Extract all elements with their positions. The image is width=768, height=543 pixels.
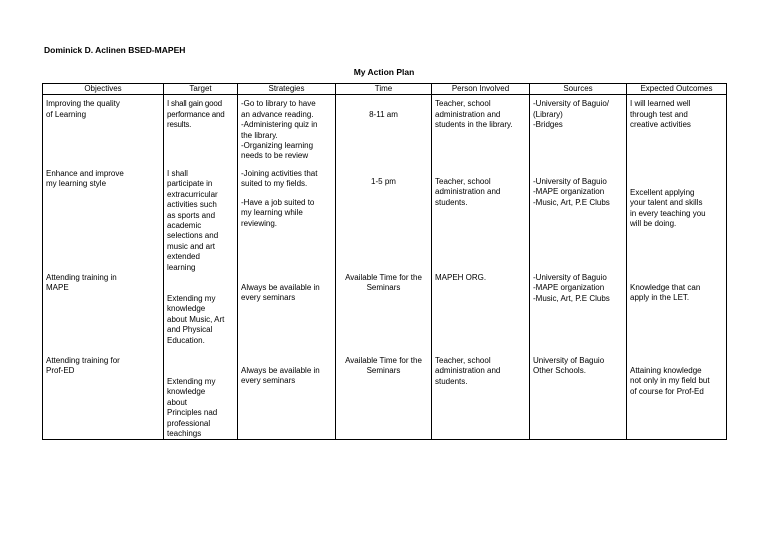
column-header-time: Time: [336, 84, 432, 95]
strategies-cell: Always be available in every seminars: [238, 356, 336, 440]
action-plan-table: [42, 83, 727, 440]
time-cell: 8-11 am: [336, 95, 432, 169]
person-involved-cell: MAPEH ORG.: [432, 273, 530, 356]
column-header-objectives: Objectives: [43, 84, 164, 95]
target-cell: Extending my knowledge about Principles nad professional teachings: [164, 356, 238, 440]
column-header-person-involved: Person Involved: [432, 84, 530, 95]
time-cell: 1-5 pm: [336, 169, 432, 273]
objective-cell: Attending training in MAPE: [43, 273, 164, 356]
column-header-target: Target: [164, 84, 238, 95]
expected-outcomes-cell: Attaining knowledge not only in my field but of course for Prof-Ed: [627, 356, 727, 440]
expected-outcomes-cell: I will learned well through test and creative activities: [627, 95, 727, 169]
sources-cell: -University of Baguio -MAPE organization -Music, Art, P.E Clubs: [530, 169, 627, 273]
header-row: [43, 84, 727, 95]
time-cell: Available Time for the Seminars: [336, 356, 432, 440]
sources-cell: -University of Baguio -MAPE organization -Music, Art, P.E Clubs: [530, 273, 627, 356]
target-cell: I shall gain good performance and results.: [164, 95, 238, 169]
table-row: [43, 169, 727, 273]
page-title: My Action Plan: [353, 67, 415, 77]
table-row: [43, 356, 727, 440]
objective-cell: Improving the quality of Learning: [43, 95, 164, 169]
sources-cell: University of Baguio Other Schools.: [530, 356, 627, 440]
person-involved-cell: Teacher, school administration and students.: [432, 169, 530, 273]
strategies-cell: -Go to library to have an advance reading. -Administering quiz in the library. -Organizing learning needs to be review: [238, 95, 336, 169]
table-row: [43, 273, 727, 356]
column-header-sources: Sources: [530, 84, 627, 95]
person-involved-cell: Teacher, school administration and students.: [432, 356, 530, 440]
target-cell: I shall participate in extracurricular activities such as sports and academic selections and music and art extended learning: [164, 169, 238, 273]
expected-outcomes-cell: Excellent applying your talent and skills in every teaching you will be doing.: [627, 169, 727, 273]
author-name: Dominick D. Aclinen BSED-MAPEH: [44, 45, 186, 55]
strategies-cell: Always be available in every seminars: [238, 273, 336, 356]
column-header-strategies: Strategies: [238, 84, 336, 95]
target-cell: Extending my knowledge about Music, Art and Physical Education.: [164, 273, 238, 356]
objective-cell: Attending training for Prof-ED: [43, 356, 164, 440]
sources-cell: -University of Baguio/ (Library) -Bridges: [530, 95, 627, 169]
time-cell: Available Time for the Seminars: [336, 273, 432, 356]
column-header-expected-outcomes: Expected Outcomes: [627, 84, 727, 95]
person-involved-cell: Teacher, school administration and students in the library.: [432, 95, 530, 169]
expected-outcomes-cell: Knowledge that can apply in the LET.: [627, 273, 727, 356]
strategies-cell: -Joining activities that suited to my fields. -Have a job suited to my learning while reviewing.: [238, 169, 336, 273]
table-row: [43, 95, 727, 169]
objective-cell: Enhance and improve my learning style: [43, 169, 164, 273]
